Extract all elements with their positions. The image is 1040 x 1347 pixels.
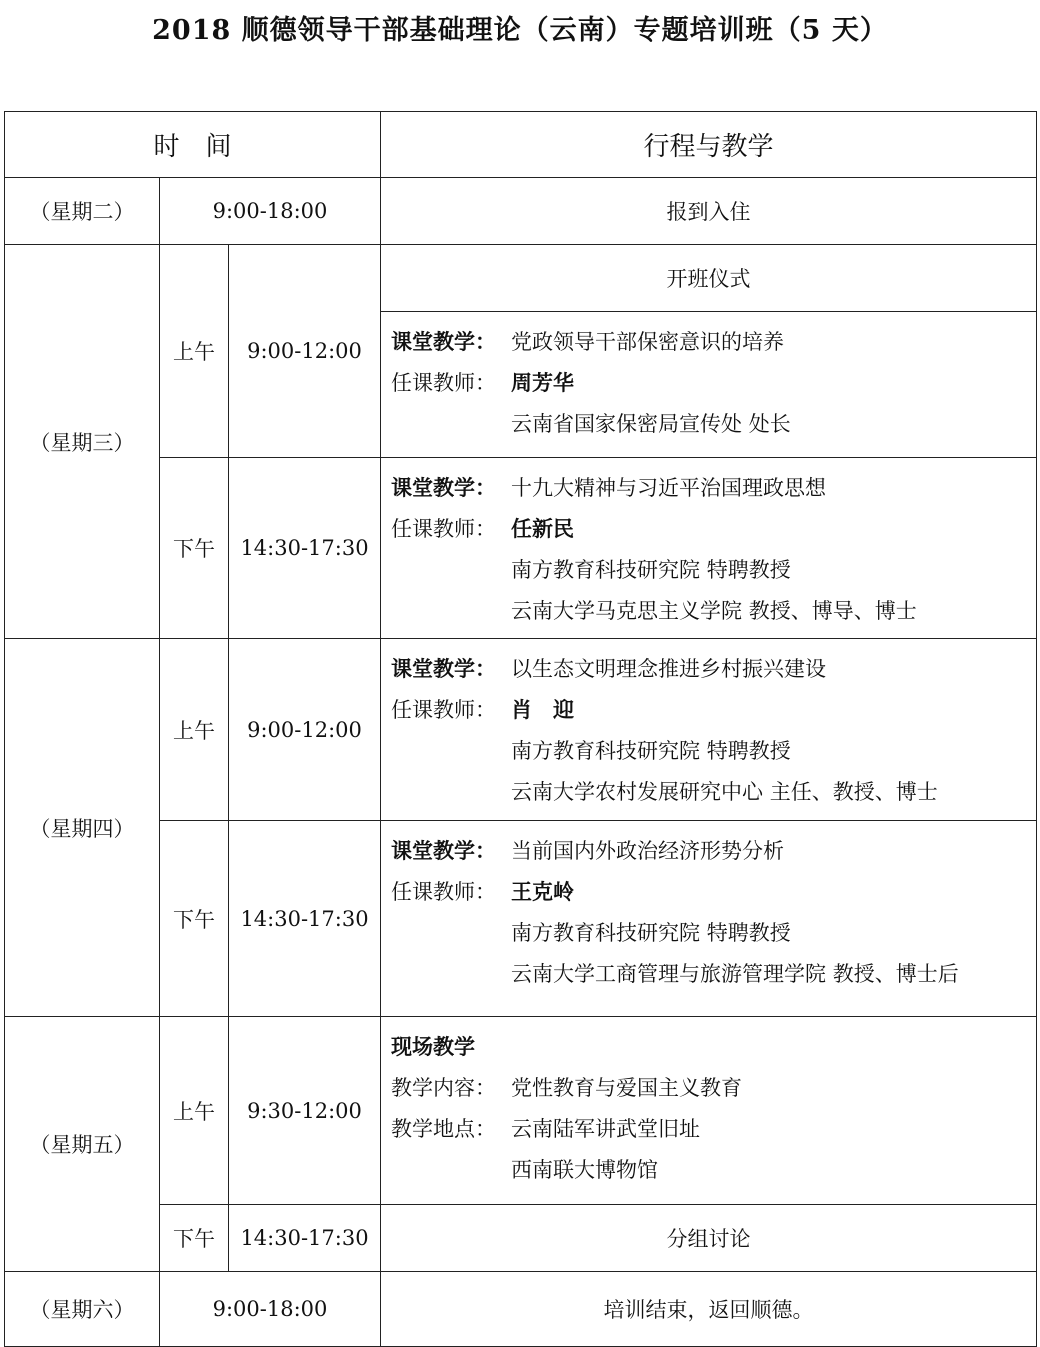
header-row xyxy=(5,112,1037,178)
day-label: （星期五） xyxy=(5,1017,160,1272)
course-cell xyxy=(381,639,1037,821)
half-day-label: 上午 xyxy=(160,245,229,458)
teacher-name: 肖 迎 xyxy=(511,697,575,722)
course-title: 党政领导干部保密意识的培养 xyxy=(511,329,785,354)
half-day-label: 上午 xyxy=(160,1017,229,1205)
half-day-label: 下午 xyxy=(160,821,229,1017)
table-row xyxy=(5,1017,1037,1205)
time-range: 9:30-12:00 xyxy=(229,1017,381,1205)
half-day-label: 下午 xyxy=(160,1205,229,1272)
schedule-content: 分组讨论 xyxy=(381,1205,1037,1272)
course-title: 以生态文明理念推进乡村振兴建设 xyxy=(511,656,827,681)
schedule-content: 培训结束，返回顺德。 xyxy=(381,1272,1037,1347)
course-title: 十九大精神与习近平治国理政思想 xyxy=(511,475,827,500)
schedule-content: 报到入住 xyxy=(381,178,1037,245)
table-row xyxy=(5,639,1037,821)
teacher-title: 南方教育科技研究院 特聘教授 xyxy=(511,738,791,763)
page-title: 2018 顺德领导干部基础理论（云南）专题培训班（5 天） xyxy=(152,15,888,46)
table-row xyxy=(5,1272,1037,1347)
day-label: （星期二） xyxy=(5,178,160,245)
half-day-label: 上午 xyxy=(160,639,229,821)
time-range: 14:30-17:30 xyxy=(229,1205,381,1272)
day-label: （星期三） xyxy=(5,245,160,639)
course-label: 课堂教学： xyxy=(391,656,497,681)
content-label: 教学内容： xyxy=(391,1075,497,1100)
header-time: 时 间 xyxy=(5,112,381,178)
course-cell xyxy=(381,458,1037,639)
teacher-label: 任课教师： xyxy=(391,697,497,722)
teacher-title: 云南大学马克思主义学院 教授、博导、博士 xyxy=(511,598,917,623)
teaching-place: 云南陆军讲武堂旧址 xyxy=(511,1116,701,1141)
teacher-label: 任课教师： xyxy=(391,879,497,904)
time-range: 9:00-12:00 xyxy=(229,245,381,458)
course-label: 课堂教学： xyxy=(391,329,497,354)
table-row xyxy=(5,1205,1037,1272)
day-label: （星期六） xyxy=(5,1272,160,1347)
schedule-table xyxy=(4,111,1037,1347)
time-range: 9:00-18:00 xyxy=(160,178,381,245)
opening-ceremony: 开班仪式 xyxy=(381,245,1037,312)
teacher-title: 云南大学工商管理与旅游管理学院 教授、博士后 xyxy=(511,961,959,986)
table-row xyxy=(5,178,1037,245)
teacher-label: 任课教师： xyxy=(391,516,497,541)
time-range: 9:00-18:00 xyxy=(160,1272,381,1347)
half-day-label: 下午 xyxy=(160,458,229,639)
teacher-title: 云南省国家保密局宣传处 处长 xyxy=(511,411,791,436)
teacher-label: 任课教师： xyxy=(391,370,497,395)
teacher-name: 任新民 xyxy=(511,516,575,541)
teaching-content: 党性教育与爱国主义教育 xyxy=(511,1075,743,1100)
teacher-name: 周芳华 xyxy=(511,370,575,395)
teacher-title: 云南大学农村发展研究中心 主任、教授、博士 xyxy=(511,779,938,804)
header-schedule: 行程与教学 xyxy=(381,112,1037,178)
table-row xyxy=(5,458,1037,639)
table-row xyxy=(5,821,1037,1017)
time-range: 14:30-17:30 xyxy=(229,458,381,639)
teacher-name: 王克岭 xyxy=(511,879,575,904)
teaching-place: 西南联大博物馆 xyxy=(511,1157,659,1182)
field-teaching-cell xyxy=(381,1017,1037,1205)
course-cell xyxy=(381,312,1037,458)
time-range: 14:30-17:30 xyxy=(229,821,381,1017)
time-range: 9:00-12:00 xyxy=(229,639,381,821)
course-cell xyxy=(381,821,1037,1017)
teacher-title: 南方教育科技研究院 特聘教授 xyxy=(511,920,791,945)
place-label: 教学地点： xyxy=(391,1116,497,1141)
table-row xyxy=(5,245,1037,312)
teaching-type: 现场教学 xyxy=(391,1034,476,1059)
course-label: 课堂教学： xyxy=(391,838,497,863)
teacher-title: 南方教育科技研究院 特聘教授 xyxy=(511,557,791,582)
course-label: 课堂教学： xyxy=(391,475,497,500)
course-title: 当前国内外政治经济形势分析 xyxy=(511,838,785,863)
day-label: （星期四） xyxy=(5,639,160,1017)
